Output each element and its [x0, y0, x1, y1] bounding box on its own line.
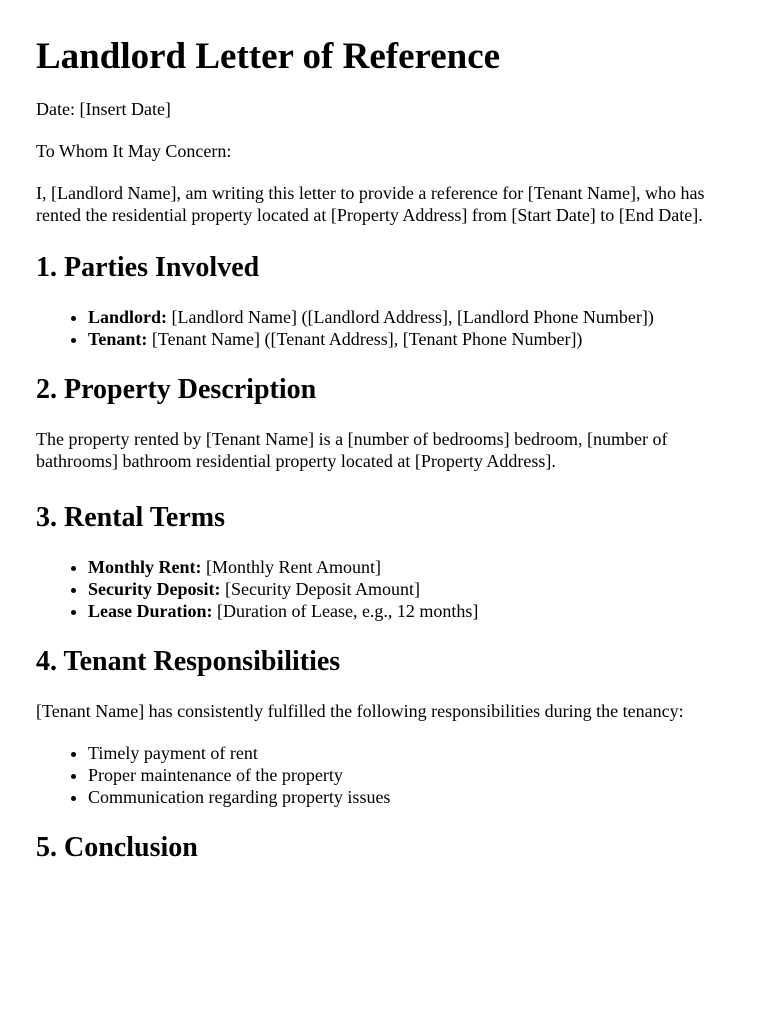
list-item-security-deposit — [88, 578, 734, 600]
list-item-label: Landlord: — [88, 307, 168, 327]
list-item-label: Tenant: — [88, 329, 148, 349]
date-line: Date: [Insert Date] — [36, 99, 171, 119]
section-heading-parties: 1. Parties Involved — [36, 252, 260, 283]
list-item: • Proper maintenance of the property — [88, 764, 734, 786]
list-item: • Timely payment of rent — [88, 742, 734, 764]
section-heading-property: 2. Property Description — [36, 374, 317, 405]
section-heading-rental: 3. Rental Terms — [36, 502, 225, 533]
list-item-lease-duration — [88, 600, 734, 622]
parties-list — [36, 306, 734, 350]
list-item: • Communication regarding property issues — [88, 786, 734, 808]
responsibilities-list — [36, 742, 734, 808]
document-title: Landlord Letter of Reference — [36, 36, 501, 77]
list-item-tenant — [88, 328, 734, 350]
section-heading-conclusion: 5. Conclusion — [36, 832, 198, 863]
list-item-label: Monthly Rent: — [88, 557, 202, 577]
property-paragraph: The property rented by [Tenant Name] is a [number of bedrooms] bedroom, [number of bathrooms] bathroom residential property located at [Property Address]. — [36, 429, 668, 471]
list-item-monthly-rent — [88, 556, 734, 578]
responsibilities-paragraph: [Tenant Name] has consistently fulfilled the following responsibilities during the tenancy: — [36, 701, 684, 721]
list-item-text: [Landlord Name] ([Landlord Address], [Landlord Phone Number]) — [167, 307, 654, 327]
greeting: To Whom It May Concern: — [36, 141, 232, 161]
list-item-landlord — [88, 306, 734, 328]
list-item-label: Security Deposit: — [88, 579, 221, 599]
rental-terms-list — [36, 556, 734, 622]
list-item-text: [Security Deposit Amount] — [220, 579, 420, 599]
section-heading-responsibilities: 4. Tenant Responsibilities — [36, 646, 341, 677]
list-item-text: [Duration of Lease, e.g., 12 months] — [212, 601, 479, 621]
list-item-label: Lease Duration: — [88, 601, 213, 621]
list-item-text: [Tenant Name] ([Tenant Address], [Tenant Phone Number]) — [147, 329, 583, 349]
intro-paragraph: I, [Landlord Name], am writing this letter to provide a reference for [Tenant Name], who has rented the residential property located at [Property Address] from [Start Date] to [End Date]. — [36, 183, 705, 225]
list-item-text: [Monthly Rent Amount] — [201, 557, 381, 577]
